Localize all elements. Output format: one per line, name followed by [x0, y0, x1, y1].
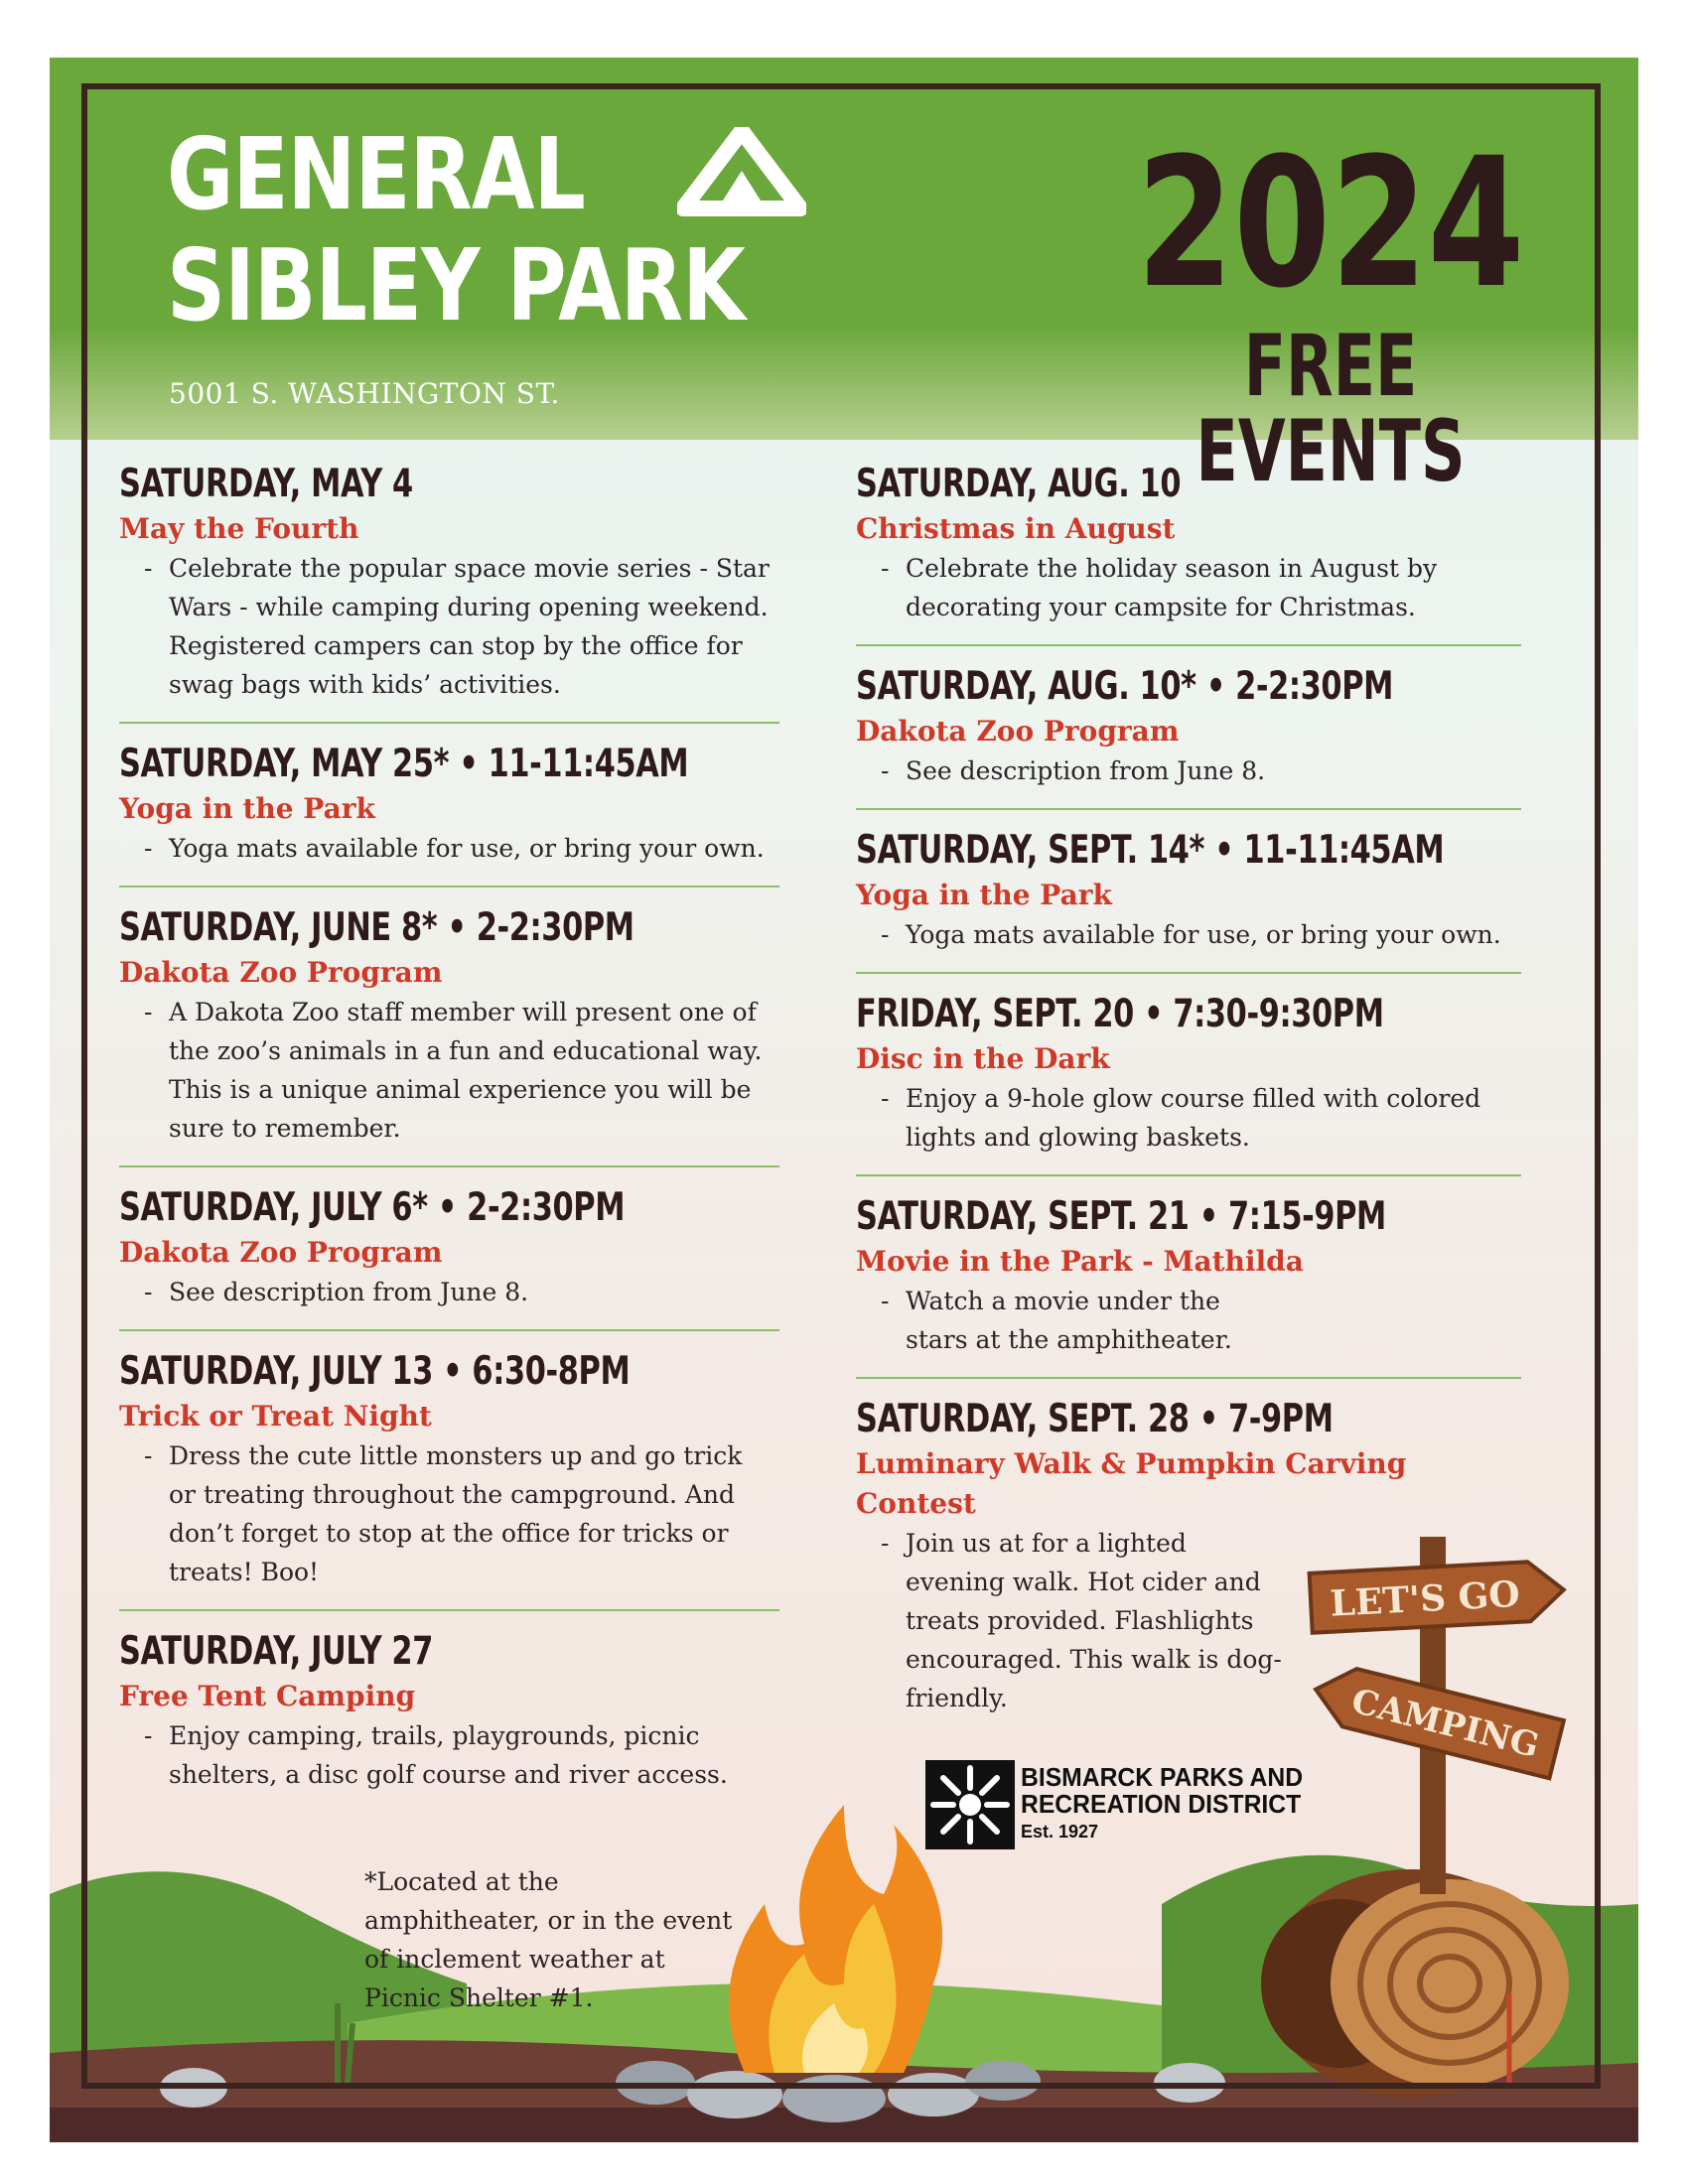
event-item [119, 1347, 779, 1611]
event-date: SATURDAY, JULY 6* • 2-2:30PM [119, 1185, 626, 1230]
event-item [856, 662, 1521, 810]
event-description: - Celebrate the holiday season in August by decorating your campsite for Christmas. [856, 549, 1511, 626]
sign-camping-text: CAMPING [1347, 1681, 1543, 1767]
logo-name [1021, 1764, 1303, 1818]
event-description: - Dress the cute little monsters up and go trick or treating throughout the campground. And don’t forget to stop at the office for tricks or treats! Boo! [119, 1436, 770, 1591]
tent-icon [677, 127, 806, 216]
event-date: SATURDAY, SEPT. 14* • 11-11:45AM [856, 828, 1445, 873]
event-description: - Enjoy a 9-hole glow course filled with colored lights and glowing baskets. [856, 1079, 1511, 1157]
event-description: - See description from June 8. [119, 1273, 770, 1311]
logo-line1: BISMARCK PARKS AND [1021, 1762, 1304, 1792]
event-item [856, 1192, 1521, 1379]
flyer-page [50, 58, 1638, 2142]
event-description: - Watch a movie under the stars at the amphitheater. [856, 1282, 1283, 1359]
event-item [119, 460, 779, 724]
free-events-heading: FREE EVENTS [1196, 317, 1466, 501]
events-column-left [119, 460, 779, 1828]
event-description: - Enjoy camping, trails, playgrounds, picnic shelters, a disc golf course and river access. [119, 1716, 770, 1794]
event-item [119, 1627, 779, 1812]
event-date: SATURDAY, JULY 13 • 6:30-8PM [119, 1349, 631, 1394]
amphitheater-footnote: *Located at the amphitheater, or in the event of inclement weather at Picnic Shelter #1. [364, 1867, 733, 2012]
event-description: - Celebrate the popular space movie series - Star Wars - while camping during opening weekend. Registered campers can stop by the office for swag bags with kids’ activities. [119, 549, 770, 704]
logo-line2: RECREATION DISTRICT [1021, 1789, 1302, 1819]
event-description: - See description from June 8. [856, 751, 1511, 790]
event-item [119, 903, 779, 1167]
event-name: Trick or Treat Night [119, 1400, 432, 1433]
park-title-line1: GENERAL [167, 116, 586, 232]
event-year: 2024 [1136, 120, 1525, 328]
event-item [856, 826, 1521, 974]
event-description: - A Dakota Zoo staff member will present one of the zoo’s animals in a fun and educational way. This is a unique animal experience you will be sure to remember. [119, 993, 770, 1148]
event-name: Disc in the Dark [856, 1042, 1110, 1075]
event-date: SATURDAY, MAY 25* • 11-11:45AM [119, 742, 689, 786]
logo-established: Est. 1927 [1021, 1822, 1099, 1842]
sign-lets-go [1310, 1560, 1566, 1632]
event-name: Luminary Walk & Pumpkin Carving Contest [856, 1447, 1407, 1520]
event-name: Yoga in the Park [119, 792, 375, 825]
sunburst-icon [925, 1760, 1015, 1849]
event-name: Dakota Zoo Program [119, 956, 443, 989]
sign-lets-go-text: LET'S GO [1329, 1572, 1521, 1625]
event-item [856, 990, 1521, 1176]
event-date: SATURDAY, MAY 4 [119, 462, 413, 506]
park-title-line2: SIBLEY PARK [167, 227, 745, 343]
event-name: Dakota Zoo Program [119, 1236, 443, 1269]
event-description: - Join us at for a lighted evening walk. Hot cider and treats provided. Flashlights encouraged. This walk is dog-friendly. [856, 1524, 1283, 1717]
event-date: SATURDAY, SEPT. 28 • 7-9PM [856, 1397, 1334, 1441]
event-name: Yoga in the Park [856, 879, 1112, 911]
event-item [119, 740, 779, 887]
event-name: Free Tent Camping [119, 1680, 416, 1712]
event-name: Dakota Zoo Program [856, 715, 1180, 748]
event-date: SATURDAY, AUG. 10 [856, 462, 1182, 506]
event-date: FRIDAY, SEPT. 20 • 7:30-9:30PM [856, 992, 1384, 1036]
bismarck-parks-logo [925, 1758, 1342, 1853]
event-name: Christmas in August [856, 512, 1176, 545]
event-description: - Yoga mats available for use, or bring your own. [119, 829, 770, 868]
event-date: SATURDAY, JUNE 8* • 2-2:30PM [119, 905, 634, 950]
event-date: SATURDAY, JULY 27 [119, 1629, 433, 1674]
event-date: SATURDAY, SEPT. 21 • 7:15-9PM [856, 1194, 1386, 1239]
event-name: May the Fourth [119, 512, 359, 545]
event-name: Movie in the Park - Mathilda [856, 1245, 1304, 1278]
park-address: 5001 S. WASHINGTON ST. [169, 377, 560, 410]
event-date: SATURDAY, AUG. 10* • 2-2:30PM [856, 664, 1393, 709]
event-item [119, 1183, 779, 1331]
event-description: - Yoga mats available for use, or bring your own. [856, 915, 1511, 954]
event-item [856, 460, 1521, 646]
